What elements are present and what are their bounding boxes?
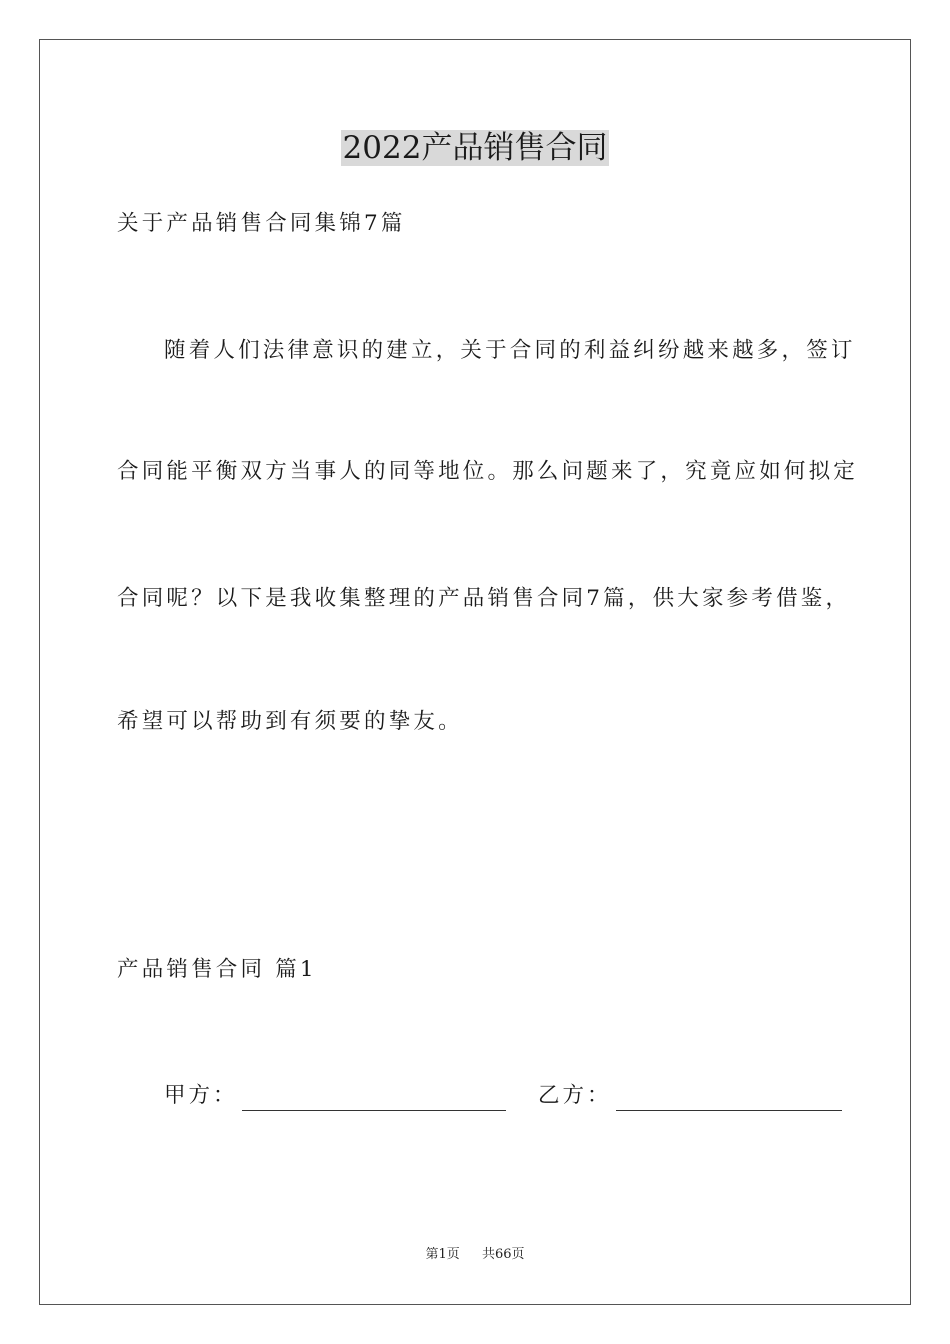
paragraph-line-4: 希望可以帮助到有须要的挚友。	[117, 709, 463, 734]
document-subtitle: 关于产品销售合同集锦7篇	[117, 211, 406, 236]
party-a-field	[164, 1081, 506, 1111]
page-footer	[0, 1246, 950, 1264]
party-b-blank-line[interactable]	[616, 1088, 842, 1111]
page-total: 共66页	[482, 1247, 525, 1262]
paragraph-line-3: 合同呢？以下是我收集整理的产品销售合同7篇，供大家参考借鉴，	[117, 586, 851, 611]
document-title	[0, 126, 950, 170]
paragraph-line-2: 合同能平衡双方当事人的同等地位。那么问题来了，究竟应如何拟定	[117, 459, 859, 484]
party-a-blank-line[interactable]	[242, 1088, 506, 1111]
party-a-label: 甲方：	[164, 1083, 238, 1108]
page-number: 第1页	[425, 1247, 460, 1262]
party-b-label: 乙方：	[538, 1083, 612, 1108]
document-title-text: 2022产品销售合同	[342, 130, 608, 166]
paragraph-line-1: 随着人们法律意识的建立，关于合同的利益纠纷越来越多，签订	[164, 338, 856, 363]
party-b-field	[538, 1081, 842, 1111]
section-heading: 产品销售合同 篇1	[117, 957, 317, 982]
